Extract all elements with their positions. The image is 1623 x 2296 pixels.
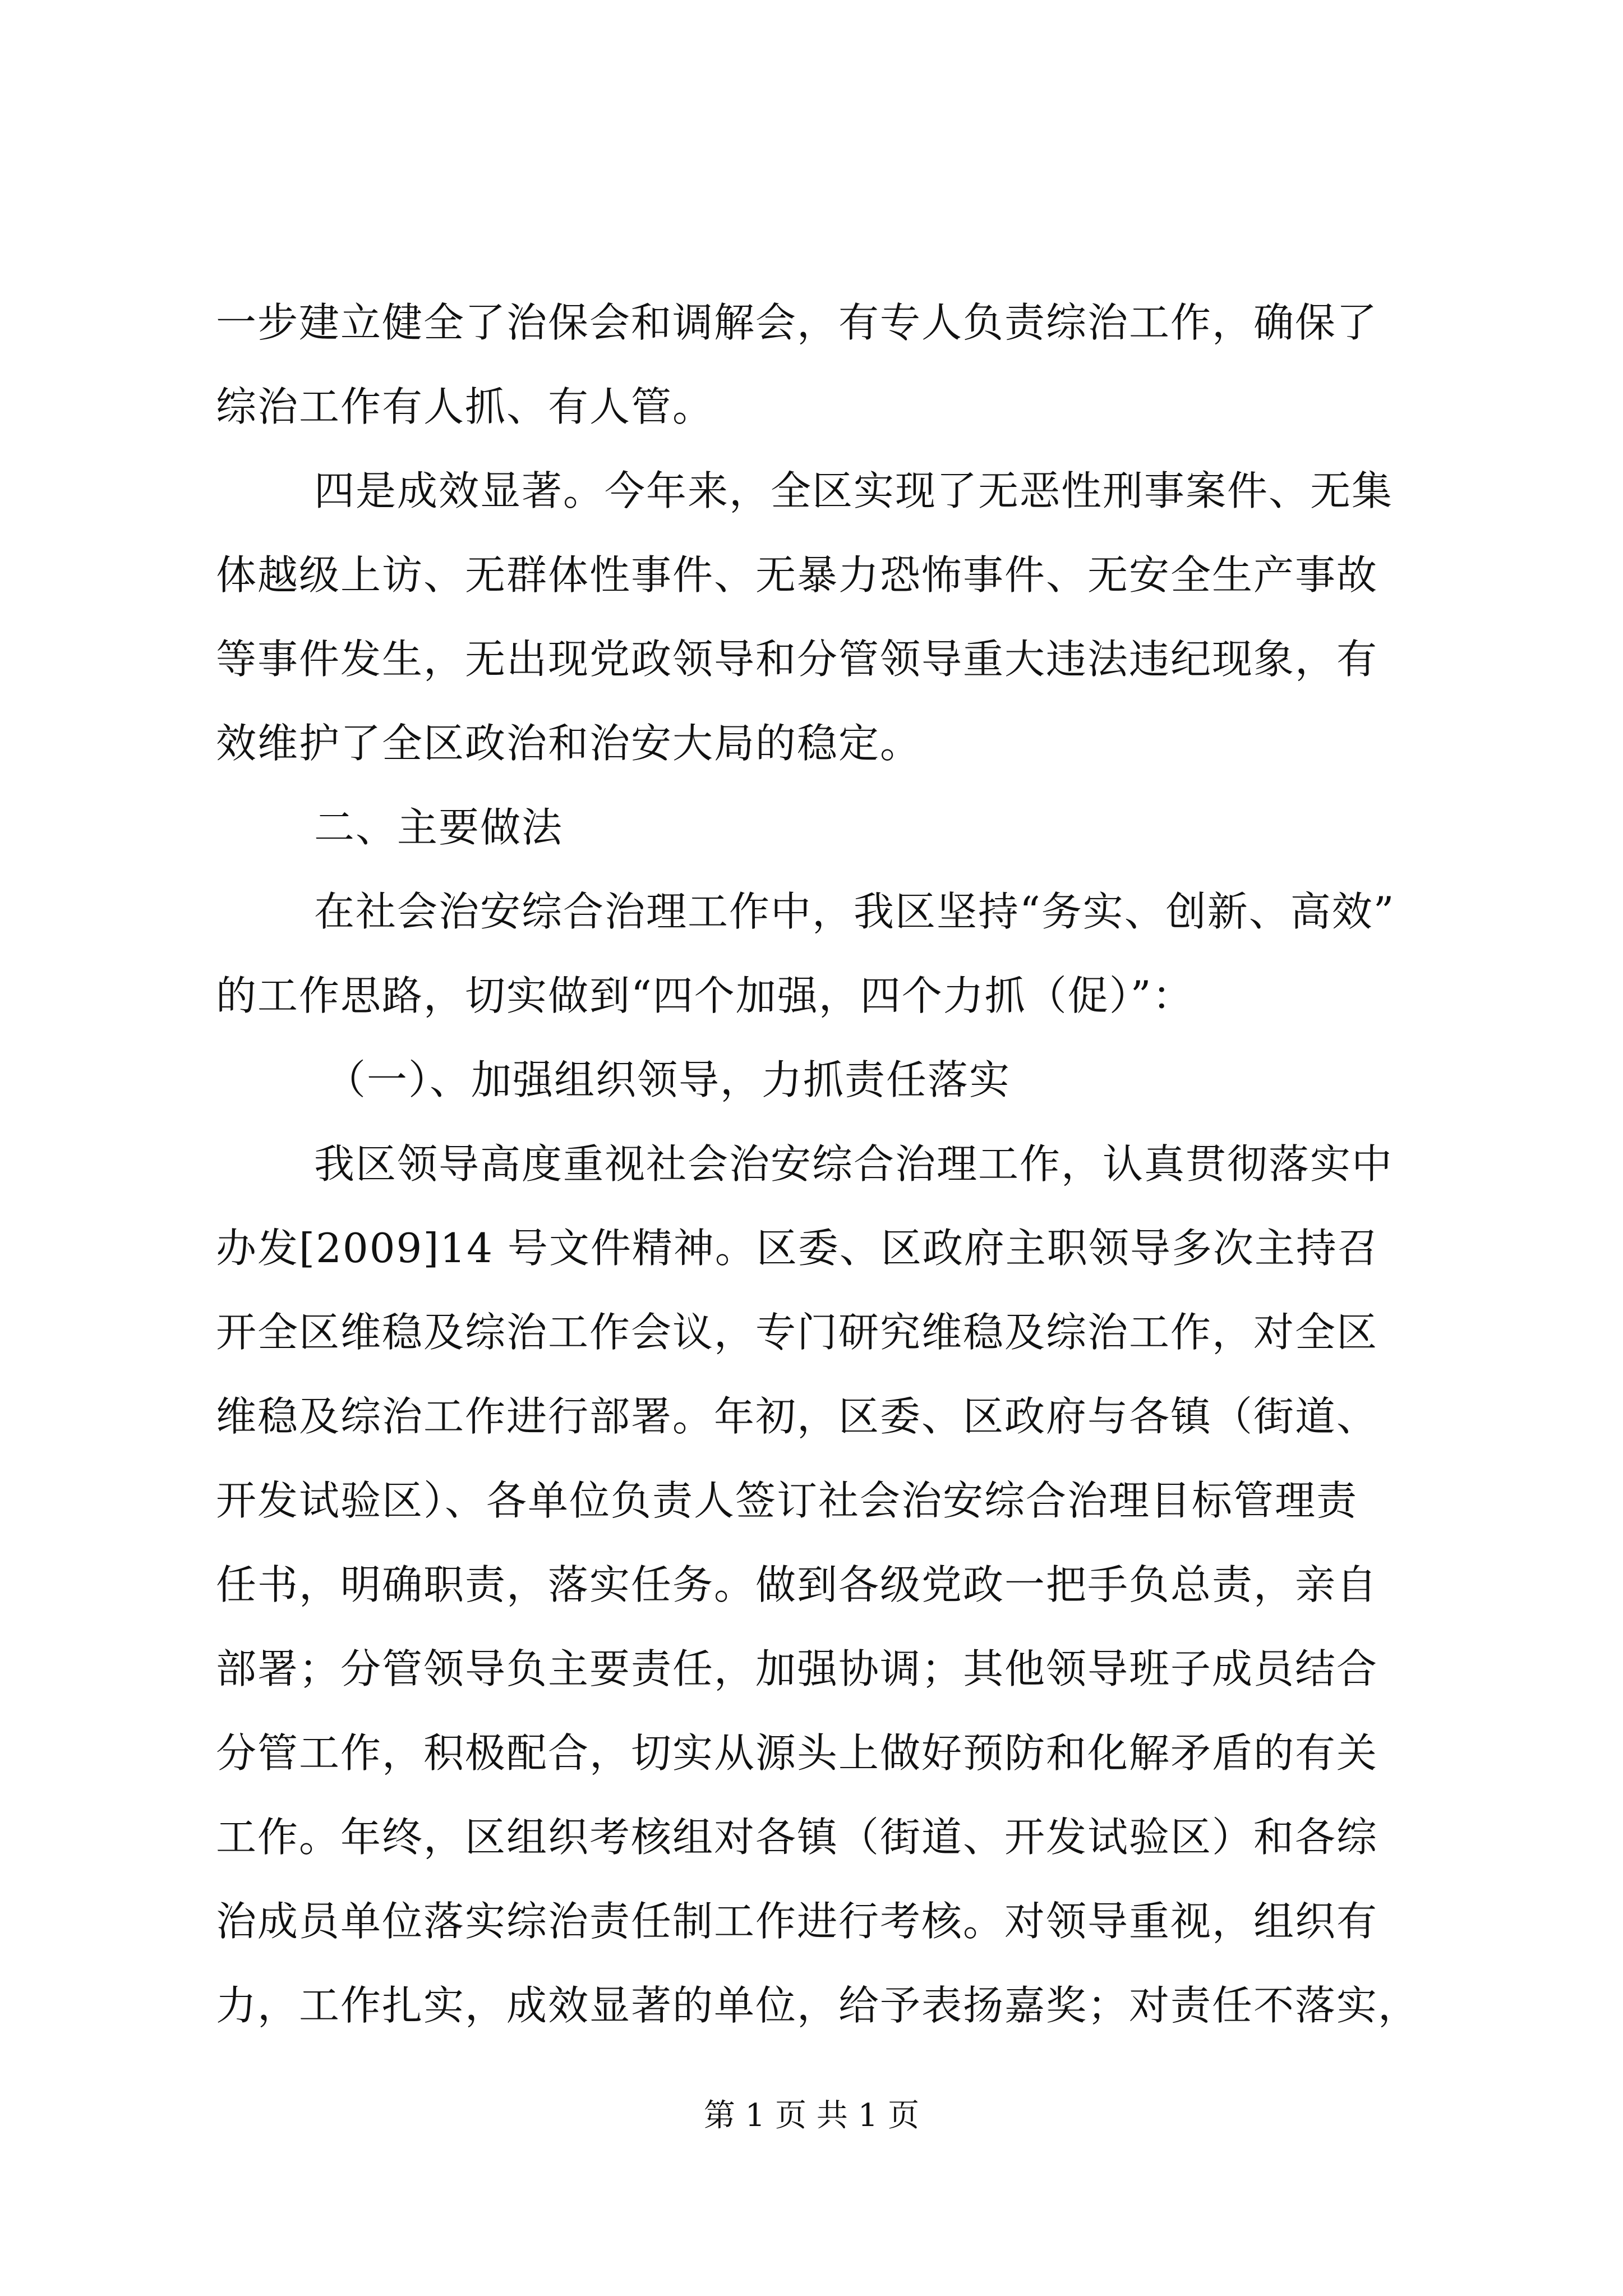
text-line: 等事件发生，无出现党政领导和分管领导重大违法违纪现象，有 <box>216 636 1378 683</box>
text-line: 力，工作扎实，成效显著的单位，给予表扬嘉奖；对责任不落实， <box>216 1982 1420 2029</box>
document-body <box>216 280 1427 2047</box>
text-line: 的工作思路，切实做到“四个加强，四个力抓（促）”： <box>216 972 1194 1019</box>
text-line: 一步建立健全了治保会和调解会，有专人负责综治工作，确保了 <box>216 299 1378 346</box>
text-line: 工作。年终，区组织考核组对各镇（街道、开发试验区）和各综 <box>216 1814 1378 1861</box>
paragraph-start-line: 在社会治安综合治理工作中，我区坚持“务实、创新、高效” <box>314 888 1395 935</box>
text-line: 开全区维稳及综治工作会议，专门研究维稳及综治工作，对全区 <box>216 1309 1378 1356</box>
text-line: 维稳及综治工作进行部署。年初，区委、区政府与各镇（街道、 <box>216 1393 1378 1440</box>
text-line: 体越级上访、无群体性事件、无暴力恐怖事件、无安全生产事故 <box>216 551 1378 599</box>
text-line: 开发试验区）、各单位负责人签订社会治安综合治理目标管理责 <box>216 1477 1358 1524</box>
paragraph-start-line: 我区领导高度重视社会治安综合治理工作，认真贯彻落实中 <box>314 1140 1394 1188</box>
page-number-label: 第 1 页 共 1 页 <box>703 2097 920 2134</box>
text-line: 分管工作，积极配合，切实从源头上做好预防和化解矛盾的有关 <box>216 1729 1378 1777</box>
text-line: 任书，明确职责，落实任务。做到各级党政一把手负总责，亲自 <box>216 1561 1378 1608</box>
text-line: 治成员单位落实综治责任制工作进行考核。对领导重视，组织有 <box>216 1898 1378 1945</box>
text-line: 综治工作有人抓、有人管。 <box>216 383 714 430</box>
text-line: 部署；分管领导负主要责任，加强协调；其他领导班子成员结合 <box>216 1645 1378 1692</box>
paragraph-start-line: 四是成效显著。今年来，全区实现了无恶性刑事案件、无集 <box>314 467 1394 514</box>
text-line: 效维护了全区政治和治安大局的稳定。 <box>216 720 922 767</box>
subsection-heading: （一）、加强组织领导，力抓责任落实 <box>325 1056 1011 1103</box>
text-line: 办发[2009]14 号文件精神。区委、区政府主职领导多次主持召 <box>216 1225 1379 1272</box>
section-heading: 二、主要做法 <box>314 804 564 851</box>
page-footer <box>0 2093 1623 2138</box>
